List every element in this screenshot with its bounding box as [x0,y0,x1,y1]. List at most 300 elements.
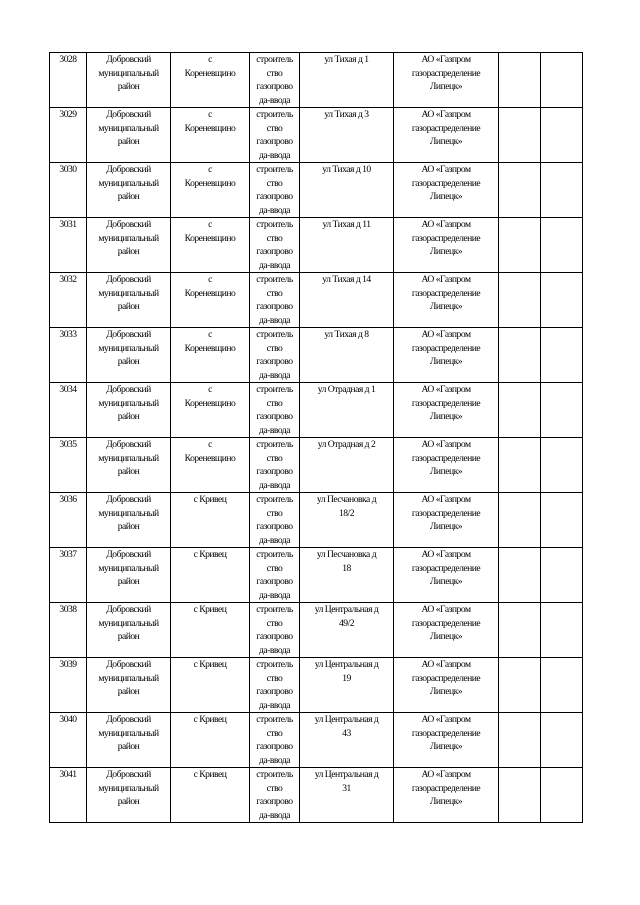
cell-work-type-line: газопрово [256,301,293,312]
cell-locality-line: с [208,164,212,175]
cell-work-type-line: газопрово [256,741,293,752]
cell-organization-line: Липецк» [429,356,463,367]
cell-address-line: ул Центральная д [314,769,379,780]
cell-district-line: муниципальный [98,617,159,629]
cell-locality-line: с [208,274,212,285]
cell-number: 3028 [50,53,87,108]
cell-empty [499,383,541,438]
cell-work-type-line: ство [266,342,283,354]
cell-work-type-line: ство [266,452,283,464]
cell-empty [499,218,541,273]
cell-organization [394,438,499,493]
cell-empty [541,163,583,218]
cell-district-line: район [117,521,140,532]
cell-empty [541,53,583,108]
cell-empty [541,713,583,768]
cell-address-line: 43 [342,727,351,739]
cell-work-type [250,53,300,108]
cell-empty [541,548,583,603]
cell-number: 3029 [50,108,87,163]
cell-address [300,53,394,108]
cell-locality [171,438,250,493]
cell-organization [394,163,499,218]
cell-organization-line: газораспределение [411,727,481,739]
cell-number: 3041 [50,768,87,823]
cell-work-type-line: да-ввода [259,259,290,271]
cell-locality [171,713,250,768]
table-row [50,438,583,493]
cell-work-type-line: газопрово [256,466,293,477]
cell-work-type-line: ство [266,617,283,629]
cell-locality-line: с [208,109,212,120]
cell-work-type-line: да-ввода [259,149,290,161]
cell-district [87,218,171,273]
cell-work-type [250,273,300,328]
cell-organization [394,108,499,163]
cell-empty [541,328,583,383]
cell-work-type [250,603,300,658]
cell-district-line: Добровский [106,109,151,120]
cell-organization-line: газораспределение [411,397,481,409]
cell-organization-line: Липецк» [429,136,463,147]
cell-district-line: муниципальный [98,507,159,519]
cell-organization-line: АО «Газпром [421,329,471,340]
cell-district-line: Добровский [106,219,151,230]
cell-locality [171,53,250,108]
cell-work-type [250,548,300,603]
cell-district-line: район [117,136,140,147]
cell-address-line: 19 [342,672,351,684]
table-row [50,548,583,603]
table-row [50,493,583,548]
cell-district [87,768,171,823]
cell-organization-line: Липецк» [429,301,463,312]
cell-district-line: Добровский [106,494,151,505]
cell-organization-line: АО «Газпром [421,494,471,505]
cell-district-line: муниципальный [98,287,159,299]
cell-district-line: район [117,631,140,642]
cell-organization-line: газораспределение [411,232,481,244]
cell-district-line: район [117,246,140,257]
cell-district-line: Добровский [106,164,151,175]
cell-empty [541,108,583,163]
cell-district-line: район [117,796,140,807]
cell-district [87,493,171,548]
cell-locality [171,658,250,713]
cell-empty [499,273,541,328]
cell-district-line: муниципальный [98,122,159,134]
cell-locality-line: с [208,384,212,395]
cell-work-type-line: ство [266,232,283,244]
cell-work-type-line: строитель [256,109,293,120]
cell-district-line: Добровский [106,329,151,340]
cell-locality-line: Кореневщино [184,287,236,299]
cell-district [87,713,171,768]
cell-locality-line: с Кривец [193,604,227,615]
cell-work-type-line: газопрово [256,356,293,367]
cell-organization-line: АО «Газпром [421,659,471,670]
cell-work-type-line: строитель [256,54,293,65]
cell-address [300,163,394,218]
cell-address [300,218,394,273]
cell-work-type-line: строитель [256,549,293,560]
cell-empty [499,493,541,548]
table-row [50,603,583,658]
cell-district-line: район [117,191,140,202]
cell-organization [394,53,499,108]
cell-work-type-line: строитель [256,219,293,230]
cell-district-line: муниципальный [98,397,159,409]
cell-district-line: Добровский [106,549,151,560]
cell-organization-line: Липецк» [429,741,463,752]
cell-district-line: муниципальный [98,342,159,354]
cell-work-type-line: ство [266,782,283,794]
cell-district [87,328,171,383]
cell-locality-line: с [208,54,212,65]
cell-locality [171,273,250,328]
cell-work-type-line: ство [266,177,283,189]
table-row [50,383,583,438]
cell-organization-line: АО «Газпром [421,549,471,560]
cell-organization-line: Липецк» [429,246,463,257]
cell-organization [394,603,499,658]
cell-work-type-line: да-ввода [259,699,290,711]
cell-empty [541,603,583,658]
cell-organization-line: АО «Газпром [421,769,471,780]
cell-work-type [250,108,300,163]
cell-work-type [250,383,300,438]
table-row [50,328,583,383]
cell-district-line: район [117,81,140,92]
cell-district-line: район [117,356,140,367]
table-row [50,218,583,273]
cell-locality [171,548,250,603]
cell-locality [171,383,250,438]
cell-organization-line: АО «Газпром [421,274,471,285]
cell-address-line: ул Тихая д 1 [324,54,369,65]
cell-work-type [250,713,300,768]
cell-organization-line: Липецк» [429,466,463,477]
cell-organization-line: Липецк» [429,81,463,92]
cell-organization-line: Липецк» [429,796,463,807]
cell-organization [394,548,499,603]
cell-district [87,383,171,438]
cell-number: 3033 [50,328,87,383]
cell-address [300,768,394,823]
cell-empty [541,273,583,328]
cell-address-line: ул Центральная д [314,659,379,670]
cell-work-type-line: строитель [256,769,293,780]
cell-locality-line: с Кривец [193,549,227,560]
cell-locality [171,603,250,658]
cell-work-type-line: строитель [256,384,293,395]
cell-organization-line: АО «Газпром [421,164,471,175]
cell-organization-line: газораспределение [411,507,481,519]
cell-address-line: ул Тихая д 8 [324,329,369,340]
cell-address-line: ул Песчановка д [316,494,377,505]
cell-locality [171,218,250,273]
cell-district [87,108,171,163]
cell-organization-line: АО «Газпром [421,109,471,120]
cell-empty [541,218,583,273]
cell-empty [499,328,541,383]
cell-district-line: район [117,686,140,697]
cell-work-type-line: да-ввода [259,589,290,601]
cell-work-type-line: строитель [256,604,293,615]
cell-work-type-line: строитель [256,494,293,505]
cell-work-type-line: газопрово [256,411,293,422]
cell-empty [499,713,541,768]
cell-locality-line: Кореневщино [184,397,236,409]
cell-organization-line: АО «Газпром [421,604,471,615]
cell-organization-line: Липецк» [429,686,463,697]
cell-address-line: ул Тихая д 10 [322,164,371,175]
cell-district [87,53,171,108]
cell-district-line: Добровский [106,274,151,285]
cell-work-type-line: газопрово [256,191,293,202]
cell-locality-line: Кореневщино [184,342,236,354]
cell-work-type-line: да-ввода [259,479,290,491]
cell-address-line: 49/2 [338,617,355,629]
cell-address [300,713,394,768]
cell-number: 3037 [50,548,87,603]
cell-empty [541,438,583,493]
cell-work-type-line: газопрово [256,246,293,257]
cell-number: 3030 [50,163,87,218]
cell-work-type-line: да-ввода [259,644,290,656]
registry-table [49,52,583,823]
cell-work-type [250,768,300,823]
cell-empty [541,768,583,823]
cell-empty [499,438,541,493]
cell-work-type [250,328,300,383]
cell-locality-line: с Кривец [193,769,227,780]
cell-district-line: Добровский [106,384,151,395]
cell-district-line: район [117,466,140,477]
cell-work-type-line: да-ввода [259,94,290,106]
cell-empty [499,768,541,823]
cell-locality-line: с [208,219,212,230]
cell-work-type [250,438,300,493]
cell-work-type-line: газопрово [256,576,293,587]
cell-number: 3034 [50,383,87,438]
cell-work-type-line: строитель [256,329,293,340]
cell-work-type-line: газопрово [256,136,293,147]
cell-address-line: ул Песчановка д [316,549,377,560]
cell-organization-line: АО «Газпром [421,54,471,65]
cell-address [300,383,394,438]
cell-number: 3035 [50,438,87,493]
cell-work-type-line: да-ввода [259,204,290,216]
cell-organization-line: газораспределение [411,672,481,684]
cell-district [87,163,171,218]
table-row [50,163,583,218]
cell-organization [394,218,499,273]
cell-locality-line: с [208,439,212,450]
cell-organization-line: газораспределение [411,452,481,464]
cell-address-line: 18/2 [338,507,355,519]
cell-work-type-line: газопрово [256,81,293,92]
cell-work-type-line: газопрово [256,796,293,807]
cell-district-line: муниципальный [98,67,159,79]
cell-organization-line: Липецк» [429,576,463,587]
cell-district [87,603,171,658]
cell-district-line: муниципальный [98,232,159,244]
cell-work-type-line: ство [266,122,283,134]
cell-locality [171,163,250,218]
cell-address [300,108,394,163]
cell-empty [541,383,583,438]
cell-work-type-line: газопрово [256,631,293,642]
cell-district-line: Добровский [106,604,151,615]
cell-locality-line: с Кривец [193,659,227,670]
cell-locality-line: Кореневщино [184,122,236,134]
cell-empty [499,658,541,713]
cell-locality [171,328,250,383]
cell-organization [394,768,499,823]
cell-work-type-line: строитель [256,164,293,175]
cell-locality-line: с Кривец [193,494,227,505]
cell-work-type-line: ство [266,562,283,574]
cell-work-type-line: газопрово [256,686,293,697]
cell-organization-line: газораспределение [411,122,481,134]
cell-district-line: муниципальный [98,727,159,739]
cell-address [300,493,394,548]
cell-empty [499,548,541,603]
cell-organization [394,328,499,383]
cell-locality [171,108,250,163]
cell-work-type-line: газопрово [256,521,293,532]
cell-work-type-line: да-ввода [259,754,290,766]
cell-work-type-line: ство [266,672,283,684]
cell-number: 3038 [50,603,87,658]
cell-organization-line: газораспределение [411,782,481,794]
cell-work-type-line: да-ввода [259,314,290,326]
cell-number: 3040 [50,713,87,768]
cell-work-type-line: строитель [256,274,293,285]
cell-number: 3036 [50,493,87,548]
cell-organization-line: АО «Газпром [421,219,471,230]
cell-organization [394,713,499,768]
cell-district-line: Добровский [106,439,151,450]
cell-work-type [250,163,300,218]
cell-address-line: ул Отрадная д 1 [317,384,376,395]
cell-district-line: Добровский [106,54,151,65]
cell-address-line: 31 [342,782,351,794]
table-row [50,273,583,328]
cell-district [87,658,171,713]
cell-work-type-line: ство [266,67,283,79]
cell-address [300,658,394,713]
table-row [50,108,583,163]
cell-address [300,548,394,603]
cell-empty [499,108,541,163]
cell-locality-line: Кореневщино [184,177,236,189]
cell-district-line: район [117,411,140,422]
cell-organization-line: АО «Газпром [421,714,471,725]
cell-work-type-line: да-ввода [259,424,290,436]
cell-address-line: ул Тихая д 14 [322,274,371,285]
table-row [50,658,583,713]
cell-work-type-line: строитель [256,714,293,725]
cell-organization-line: Липецк» [429,411,463,422]
cell-organization-line: АО «Газпром [421,384,471,395]
cell-district-line: район [117,741,140,752]
table-body [50,53,583,823]
cell-organization-line: Липецк» [429,631,463,642]
cell-organization-line: газораспределение [411,67,481,79]
cell-number: 3039 [50,658,87,713]
cell-empty [541,658,583,713]
cell-locality-line: Кореневщино [184,67,236,79]
cell-address-line: ул Тихая д 3 [324,109,369,120]
cell-address-line: ул Центральная д [314,714,379,725]
cell-district-line: муниципальный [98,177,159,189]
cell-work-type-line: строитель [256,659,293,670]
cell-work-type [250,658,300,713]
cell-work-type-line: да-ввода [259,809,290,821]
cell-empty [499,163,541,218]
cell-address [300,273,394,328]
cell-work-type-line: ство [266,507,283,519]
cell-organization [394,273,499,328]
cell-empty [499,603,541,658]
cell-address [300,603,394,658]
cell-address-line: ул Отрадная д 2 [317,439,376,450]
cell-district [87,548,171,603]
table-row [50,53,583,108]
cell-district-line: Добровский [106,659,151,670]
cell-locality-line: с [208,329,212,340]
cell-work-type [250,493,300,548]
cell-work-type [250,218,300,273]
cell-district [87,273,171,328]
cell-work-type-line: ство [266,727,283,739]
cell-number: 3031 [50,218,87,273]
cell-organization-line: Липецк» [429,521,463,532]
cell-locality [171,493,250,548]
cell-organization-line: газораспределение [411,342,481,354]
cell-work-type-line: да-ввода [259,534,290,546]
cell-address-line: ул Центральная д [314,604,379,615]
cell-locality [171,768,250,823]
cell-work-type-line: ство [266,397,283,409]
table-row [50,768,583,823]
cell-work-type-line: ство [266,287,283,299]
cell-district-line: муниципальный [98,562,159,574]
cell-number: 3032 [50,273,87,328]
cell-address [300,438,394,493]
cell-organization-line: АО «Газпром [421,439,471,450]
cell-organization [394,493,499,548]
cell-work-type-line: да-ввода [259,369,290,381]
cell-organization-line: газораспределение [411,177,481,189]
cell-district-line: Добровский [106,769,151,780]
cell-district-line: район [117,301,140,312]
cell-work-type-line: строитель [256,439,293,450]
table-row [50,713,583,768]
cell-locality-line: Кореневщино [184,232,236,244]
cell-district-line: муниципальный [98,782,159,794]
cell-organization [394,658,499,713]
cell-organization-line: газораспределение [411,562,481,574]
cell-organization-line: газораспределение [411,617,481,629]
cell-locality-line: Кореневщино [184,452,236,464]
cell-address-line: ул Тихая д 11 [322,219,371,230]
cell-empty [499,53,541,108]
cell-district-line: муниципальный [98,672,159,684]
cell-address [300,328,394,383]
